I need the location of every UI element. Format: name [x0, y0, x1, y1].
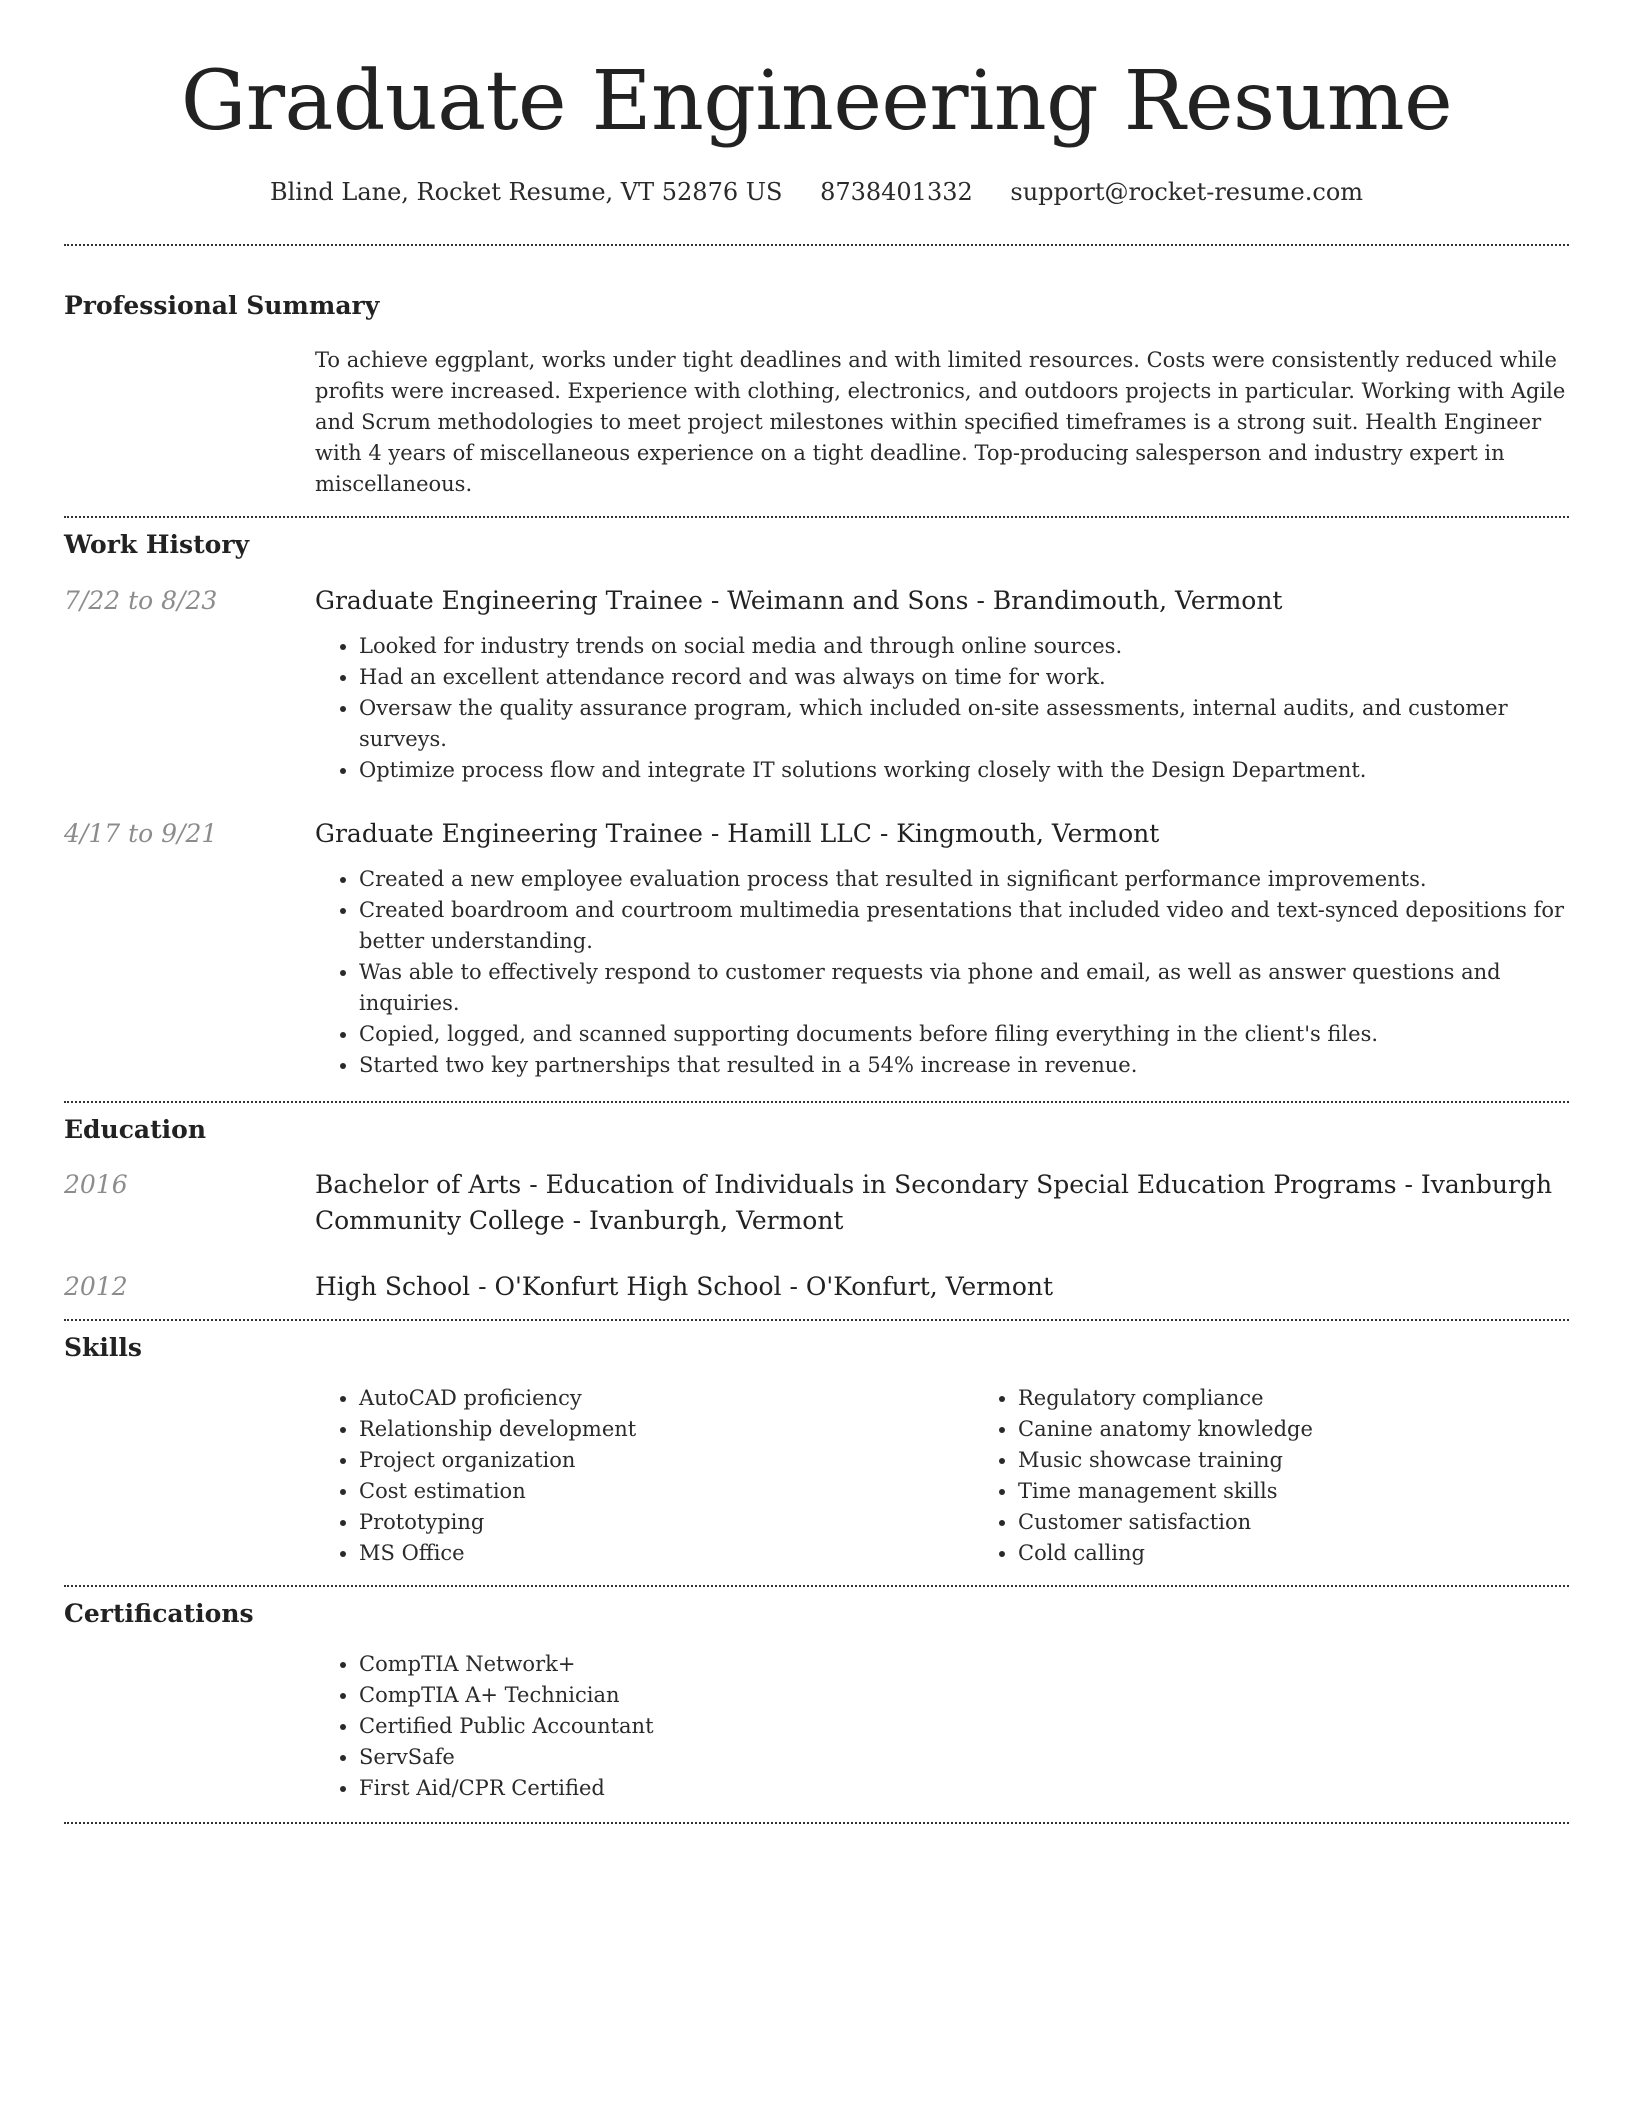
list-item: • Copied, logged, and scanned supporting documents before filing everything in the client's files.: [359, 1019, 1569, 1050]
list-item: • Was able to effectively respond to customer requests via phone and email, as well as answer questions and inquiries.: [359, 957, 1569, 1019]
list-item: • Certified Public Accountant: [359, 1711, 1569, 1742]
job-bullets: [315, 631, 1569, 786]
list-item: • Canine anatomy knowledge: [1018, 1414, 1632, 1445]
section-divider: [64, 244, 1569, 246]
education-entry: [64, 1167, 1569, 1239]
job-entry: [64, 583, 1569, 786]
certifications-list: [315, 1649, 1569, 1804]
education-heading: Education: [64, 1115, 207, 1144]
education-year: 2016: [64, 1170, 128, 1199]
list-item: • Created a new employee evaluation process that resulted in significant performance improvements.: [359, 864, 1569, 895]
list-item: • Started two key partnerships that resulted in a 54% increase in revenue.: [359, 1050, 1569, 1081]
section-divider: [64, 1319, 1569, 1321]
list-item: • Time management skills: [1018, 1476, 1632, 1507]
summary-section: [64, 289, 1569, 500]
job-dates: 7/22 to 8/23: [64, 586, 218, 615]
resume-title: Graduate Engineering Resume: [180, 54, 1453, 149]
job-title: Graduate Engineering Trainee - Weimann and Sons - Brandimouth, Vermont: [315, 586, 1283, 615]
skills-grid: [315, 1383, 1632, 1569]
job-dates: 4/17 to 9/21: [64, 819, 218, 848]
skills-list-left: [315, 1383, 974, 1569]
list-item: • MS Office: [359, 1538, 974, 1569]
section-divider: [64, 1585, 1569, 1587]
section-divider: [64, 1101, 1569, 1103]
list-item: • Regulatory compliance: [1018, 1383, 1632, 1414]
work-history-section: [64, 528, 1569, 1081]
education-year: 2012: [64, 1272, 128, 1301]
list-item: • Customer satisfaction: [1018, 1507, 1632, 1538]
list-item: • Oversaw the quality assurance program, which included on-site assessments, internal audits, and customer surveys.: [359, 693, 1569, 755]
certifications-section: [64, 1597, 1569, 1804]
list-item: • AutoCAD proficiency: [359, 1383, 974, 1414]
list-item: • CompTIA Network+: [359, 1649, 1569, 1680]
list-item: • Had an excellent attendance record and was always on time for work.: [359, 662, 1569, 693]
list-item: • Prototyping: [359, 1507, 974, 1538]
list-item: • Relationship development: [359, 1414, 974, 1445]
skills-heading: Skills: [64, 1333, 142, 1362]
certifications-heading: Certifications: [64, 1599, 254, 1628]
contact-address: Blind Lane, Rocket Resume, VT 52876 US: [269, 178, 783, 206]
summary-text: To achieve eggplant, works under tight deadlines and with limited resources. Costs were consistently reduced while profits were increased. Experience with clothing, electronics, and outdoors projects in particular. Working with Agile and Scrum methodologies to meet project milestones within specified timeframes is a strong suit. Health Engineer with 4 years of miscellaneous experience on a tight deadline. Top-producing salesperson and industry expert in miscellaneous.: [315, 348, 1566, 496]
list-item: • Music showcase training: [1018, 1445, 1632, 1476]
education-title: High School - O'Konfurt High School - O'Konfurt, Vermont: [315, 1272, 1054, 1301]
work-history-heading: Work History: [64, 530, 250, 559]
list-item: • Optimize process flow and integrate IT solutions working closely with the Design Department.: [359, 755, 1569, 786]
list-item: • Cold calling: [1018, 1538, 1632, 1569]
resume-page: [64, 0, 1569, 1824]
list-item: • CompTIA A+ Technician: [359, 1680, 1569, 1711]
contact-email: support@rocket-resume.com: [1010, 178, 1364, 206]
skills-section: [64, 1331, 1569, 1569]
contact-line: [64, 174, 1569, 210]
contact-phone: 8738401332: [820, 178, 973, 206]
job-title: Graduate Engineering Trainee - Hamill LLC - Kingmouth, Vermont: [315, 819, 1160, 848]
skills-list-right: [974, 1383, 1632, 1569]
education-section: [64, 1113, 1569, 1305]
list-item: • ServSafe: [359, 1742, 1569, 1773]
list-item: • Looked for industry trends on social media and through online sources.: [359, 631, 1569, 662]
job-entry: [64, 816, 1569, 1081]
education-entry: [64, 1269, 1569, 1305]
list-item: • Project organization: [359, 1445, 974, 1476]
education-title: Bachelor of Arts - Education of Individuals in Secondary Special Education Programs - Ivanburgh Community College - Ivanburgh, Vermont: [315, 1170, 1553, 1235]
section-divider: [64, 516, 1569, 518]
list-item: • Created boardroom and courtroom multimedia presentations that included video and text-synced depositions for better understanding.: [359, 895, 1569, 957]
summary-heading: Professional Summary: [64, 291, 380, 320]
list-item: • First Aid/CPR Certified: [359, 1773, 1569, 1804]
section-divider: [64, 1822, 1569, 1824]
job-bullets: [315, 864, 1569, 1081]
list-item: • Cost estimation: [359, 1476, 974, 1507]
